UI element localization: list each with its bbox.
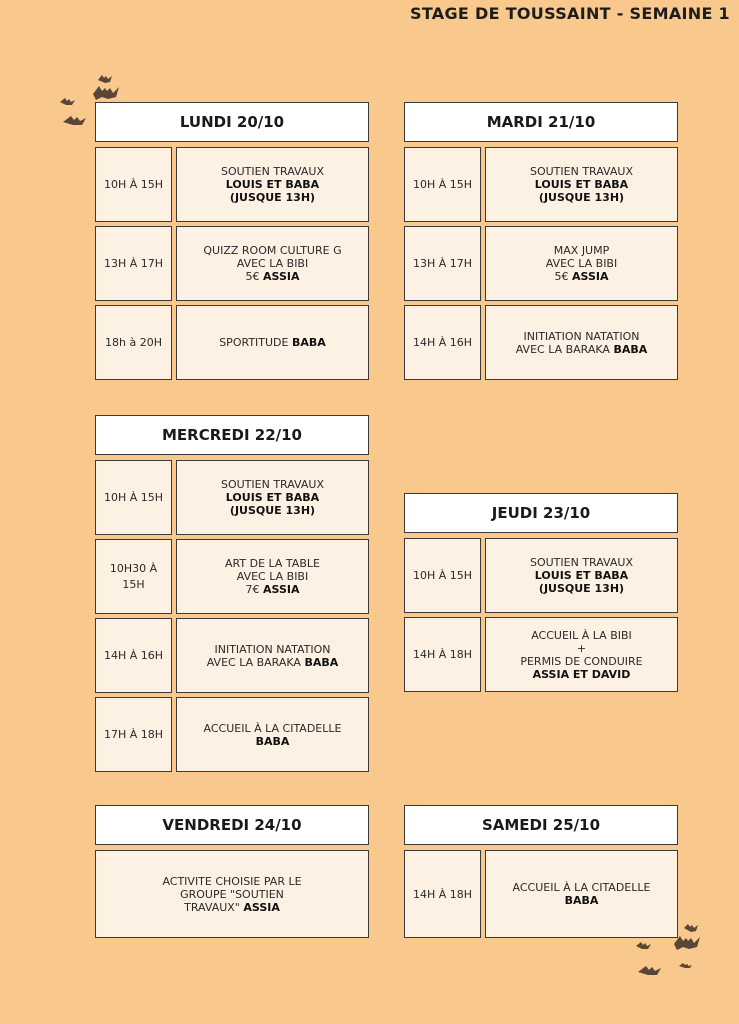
activity: SOUTIEN TRAVAUX LOUIS ET BABA (JUSQUE 13H) — [485, 538, 678, 613]
activity: ART DE LA TABLE AVEC LA BIBI 7€ ASSIA — [176, 539, 369, 614]
activity: QUIZZ ROOM CULTURE G AVEC LA BIBI 5€ ASSIA — [176, 226, 369, 301]
time-slot: 13H À 17H — [95, 226, 172, 301]
schedule-row — [95, 226, 369, 301]
time-slot: 10H À 15H — [95, 147, 172, 222]
day-samedi — [404, 805, 678, 942]
activity: SOUTIEN TRAVAUX LOUIS ET BABA (JUSQUE 13H) — [485, 147, 678, 222]
page-title: STAGE DE TOUSSAINT - SEMAINE 1 — [410, 4, 730, 23]
day-vendredi — [95, 805, 369, 938]
activity: ACTIVITE CHOISIE PAR LE GROUPE "SOUTIEN TRAVAUX" ASSIA — [95, 850, 369, 938]
schedule-row — [404, 147, 678, 222]
activity: INITIATION NATATION AVEC LA BARAKA BABA — [176, 618, 369, 693]
time-slot: 14H À 18H — [404, 850, 481, 938]
activity: INITIATION NATATION AVEC LA BARAKA BABA — [485, 305, 678, 380]
schedule-row — [404, 226, 678, 301]
day-lundi — [95, 102, 369, 384]
day-header: MERCREDI 22/10 — [95, 415, 369, 455]
activity: SOUTIEN TRAVAUX LOUIS ET BABA (JUSQUE 13H) — [176, 147, 369, 222]
day-header: LUNDI 20/10 — [95, 102, 369, 142]
schedule-row — [95, 305, 369, 380]
time-slot: 18h à 20H — [95, 305, 172, 380]
schedule-row — [95, 618, 369, 693]
time-slot: 10H À 15H — [95, 460, 172, 535]
time-slot: 14H À 16H — [404, 305, 481, 380]
schedule-row — [95, 460, 369, 535]
day-mercredi — [95, 415, 369, 776]
schedule-row — [95, 697, 369, 772]
schedule-row — [95, 539, 369, 614]
time-slot: 13H À 17H — [404, 226, 481, 301]
activity: ACCUEIL À LA CITADELLE BABA — [485, 850, 678, 938]
time-slot: 10H À 15H — [404, 538, 481, 613]
time-slot: 10H À 15H — [404, 147, 481, 222]
day-mardi — [404, 102, 678, 384]
day-header: VENDREDI 24/10 — [95, 805, 369, 845]
day-jeudi — [404, 493, 678, 696]
activity: ACCUEIL À LA BIBI + PERMIS DE CONDUIRE ASSIA ET DAVID — [485, 617, 678, 692]
schedule-row — [404, 538, 678, 613]
time-slot: 14H À 18H — [404, 617, 481, 692]
schedule-row — [404, 850, 678, 938]
time-slot: 10H30 À 15H — [95, 539, 172, 614]
time-slot: 14H À 16H — [95, 618, 172, 693]
activity: ACCUEIL À LA CITADELLE BABA — [176, 697, 369, 772]
day-header: MARDI 21/10 — [404, 102, 678, 142]
activity: SPORTITUDE BABA — [176, 305, 369, 380]
activity: MAX JUMP AVEC LA BIBI 5€ ASSIA — [485, 226, 678, 301]
time-slot: 17H À 18H — [95, 697, 172, 772]
schedule-row — [404, 305, 678, 380]
day-header: JEUDI 23/10 — [404, 493, 678, 533]
schedule-row — [95, 147, 369, 222]
activity: SOUTIEN TRAVAUX LOUIS ET BABA (JUSQUE 13H) — [176, 460, 369, 535]
day-header: SAMEDI 25/10 — [404, 805, 678, 845]
schedule-row — [404, 617, 678, 692]
